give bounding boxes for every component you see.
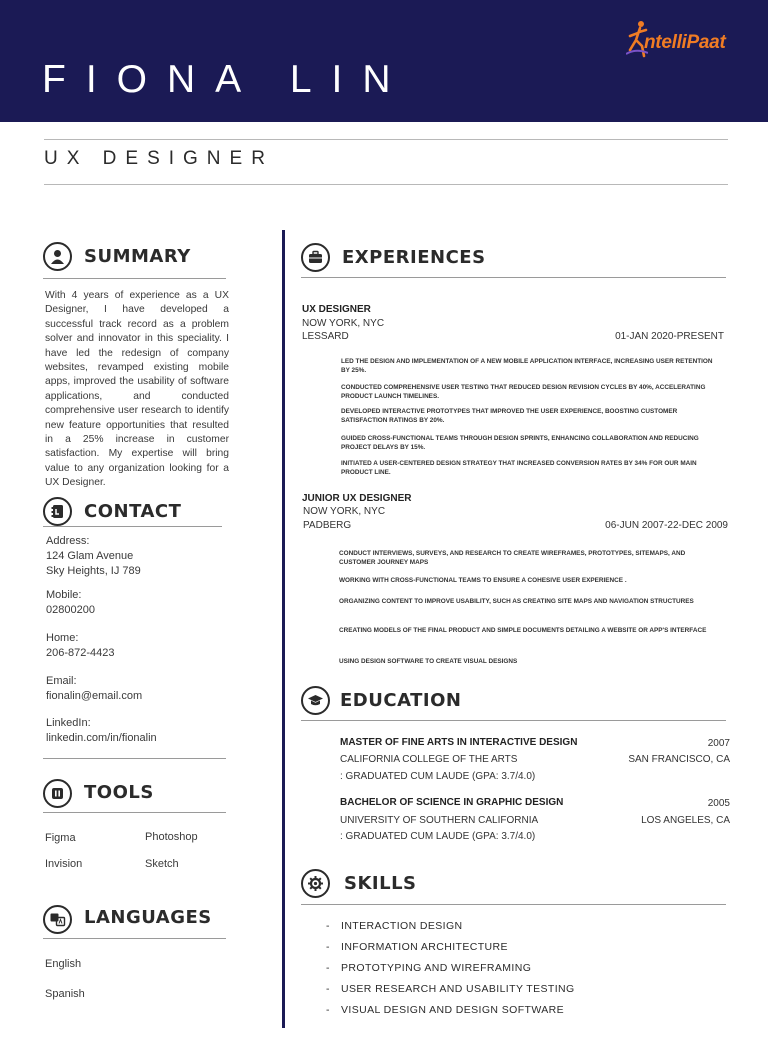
tool-item: Photoshop [145, 831, 198, 843]
skill-label: PROTOTYPING AND WIREFRAMING [341, 962, 532, 974]
linkedin-value[interactable]: linkedin.com/in/fionalin [46, 732, 157, 744]
candidate-name: FIONA LIN [42, 58, 411, 101]
edu-2-location: LOS ANGELES, CA [641, 815, 730, 826]
column-divider [282, 230, 285, 1028]
edu-1-honors: : GRADUATED CUM LAUDE (GPA: 3.7/4.0) [340, 771, 536, 782]
contact-heading: CONTACT [84, 501, 182, 522]
skill-label: INTERACTION DESIGN [341, 920, 463, 932]
language-item: Spanish [45, 988, 85, 1000]
skill-item [326, 941, 508, 953]
title-top-rule [44, 139, 728, 140]
job-1-duty: GUIDED CROSS-FUNCTIONAL TEAMS THROUGH DESIGN SPRINTS, ENHANCING COLLABORATION AND REDUCING PROJECT DELAYS BY 15%. [341, 435, 699, 451]
skill-bullet: - [326, 941, 330, 953]
job-2-title: JUNIOR UX DESIGNER [302, 493, 412, 504]
address-book-icon [43, 497, 72, 526]
person-icon [43, 242, 72, 271]
job-1-dates: 01-JAN 2020-PRESENT [615, 331, 724, 342]
edu-2-degree: BACHELOR OF SCIENCE IN GRAPHIC DESIGN [340, 797, 564, 808]
tools-heading: TOOLS [84, 782, 154, 803]
tools-rule [43, 812, 226, 813]
job-2-location: NOW YORK, NYC [303, 506, 386, 517]
job-1-duty: DEVELOPED INTERACTIVE PROTOTYPES THAT IMPROVED THE USER EXPERIENCE, BOOSTING CUSTOMER SATISFACTION RATINGS BY 20%. [341, 408, 678, 424]
experiences-heading: EXPERIENCES [342, 247, 486, 268]
contact-bottom-rule [43, 758, 226, 759]
home-label: Home: [46, 632, 79, 644]
title-bottom-rule [44, 184, 728, 185]
skills-rule [301, 904, 726, 905]
linkedin-label: LinkedIn: [46, 717, 91, 729]
experiences-rule [301, 277, 726, 278]
logo-text: ntelliPaat [644, 32, 726, 53]
job-2-company: PADBERG [303, 520, 352, 531]
edu-2-school: UNIVERSITY OF SOUTHERN CALIFORNIA [340, 815, 539, 826]
education-heading: EDUCATION [340, 690, 462, 711]
summary-rule [43, 278, 226, 279]
edu-1-year: 2007 [707, 738, 730, 749]
tool-item: Invision [45, 858, 83, 870]
skill-item [326, 920, 463, 932]
translate-icon [43, 905, 72, 934]
edu-2-year: 2005 [707, 798, 730, 809]
skill-label: INFORMATION ARCHITECTURE [341, 941, 508, 953]
job-2-duty: WORKING WITH CROSS-FUNCTIONAL TEAMS TO ENSURE A COHESIVE USER EXPERIENCE . [339, 577, 627, 584]
tool-item: Sketch [145, 858, 179, 870]
summary-text: With 4 years of experience as a UX Designer, I have developed a successful track record as a problem solver and innovator in this speciality. I have led the redesign of company websites, revamped existing mobile apps, improved the usability of software applications, and conducted comprehensive user research to identify new feature opportunities that resulted in a 25% increase in customer satisfaction. My expertise will bring value to any organization looking for a UX Designer. [45, 290, 229, 489]
address-line-2: Sky Heights, IJ 789 [46, 565, 141, 577]
job-1-title: UX DESIGNER [302, 304, 371, 315]
home-value: 206-872-4423 [46, 647, 115, 659]
language-item: English [45, 958, 82, 970]
email-value[interactable]: fionalin@email.com [46, 690, 143, 702]
graduation-cap-icon [301, 686, 330, 715]
skill-item [326, 962, 531, 974]
skills-heading: SKILLS [344, 873, 417, 894]
skill-label: USER RESEARCH AND USABILITY TESTING [341, 983, 575, 995]
edu-1-degree: MASTER OF FINE ARTS IN INTERACTIVE DESIGN [340, 737, 578, 748]
skill-bullet: - [326, 983, 330, 995]
skill-bullet: - [326, 920, 330, 932]
job-1-duty: LED THE DESIGN AND IMPLEMENTATION OF A NEW MOBILE APPLICATION INTERFACE, INCREASING USER RETENTION BY 25%. [341, 358, 713, 374]
address-line-1: 124 Glam Avenue [46, 550, 134, 562]
job-2-duty: CREATING MODELS OF THE FINAL PRODUCT AND SIMPLE DOCUMENTS DETAILING A WEBSITE OR APP'S INTERFACE [339, 627, 707, 634]
briefcase-icon [301, 243, 330, 272]
skill-item [326, 983, 575, 995]
contact-rule [43, 526, 222, 527]
job-2-duty: USING DESIGN SOFTWARE TO CREATE VISUAL DESIGNS [339, 658, 518, 665]
job-1-location: NOW YORK, NYC [302, 318, 385, 329]
skill-label: VISUAL DESIGN AND DESIGN SOFTWARE [341, 1004, 565, 1016]
summary-heading: SUMMARY [84, 246, 191, 267]
edu-1-school: CALIFORNIA COLLEGE OF THE ARTS [340, 754, 518, 765]
job-2-dates: 06-JUN 2007-22-DEC 2009 [605, 520, 728, 531]
email-label: Email: [46, 675, 77, 687]
skill-bullet: - [326, 1004, 330, 1016]
address-label: Address: [46, 535, 90, 547]
languages-rule [43, 938, 226, 939]
job-title: UX DESIGNER [44, 148, 274, 169]
skill-bullet: - [326, 962, 330, 974]
languages-heading: LANGUAGES [84, 907, 212, 928]
education-rule [301, 720, 726, 721]
job-2-duty: CONDUCT INTERVIEWS, SURVEYS, AND RESEARCH TO CREATE WIREFRAMES, PROTOTYPES, SITEMAPS, AND CUSTOMER JOURNEY MAPS [339, 550, 686, 566]
skill-item [326, 1004, 564, 1016]
toolbox-icon [43, 779, 72, 808]
job-1-duty: CONDUCTED COMPREHENSIVE USER TESTING THAT REDUCED DESIGN REVISION CYCLES BY 40%, ACCELERATING PRODUCT LAUNCH TIMELINES. [341, 384, 706, 400]
mobile-value: 02800200 [46, 604, 95, 616]
edu-2-honors: : GRADUATED CUM LAUDE (GPA: 3.7/4.0) [340, 831, 536, 842]
gear-icon [301, 869, 330, 898]
intellipaat-logo [624, 18, 754, 64]
mobile-label: Mobile: [46, 589, 82, 601]
job-1-duty: INITIATED A USER-CENTERED DESIGN STRATEGY THAT INCREASED CONVERSION RATES BY 34% FOR OUR MAIN PRODUCT LINE. [341, 460, 697, 476]
job-1-company: LESSARD [302, 331, 349, 342]
job-2-duty: ORGANIZING CONTENT TO IMPROVE USABILITY, SUCH AS CREATING SITE MAPS AND NAVIGATION STRUCTURES [339, 598, 694, 605]
tool-item: Figma [45, 832, 76, 844]
edu-1-location: SAN FRANCISCO, CA [628, 754, 730, 765]
header-band [0, 0, 768, 122]
